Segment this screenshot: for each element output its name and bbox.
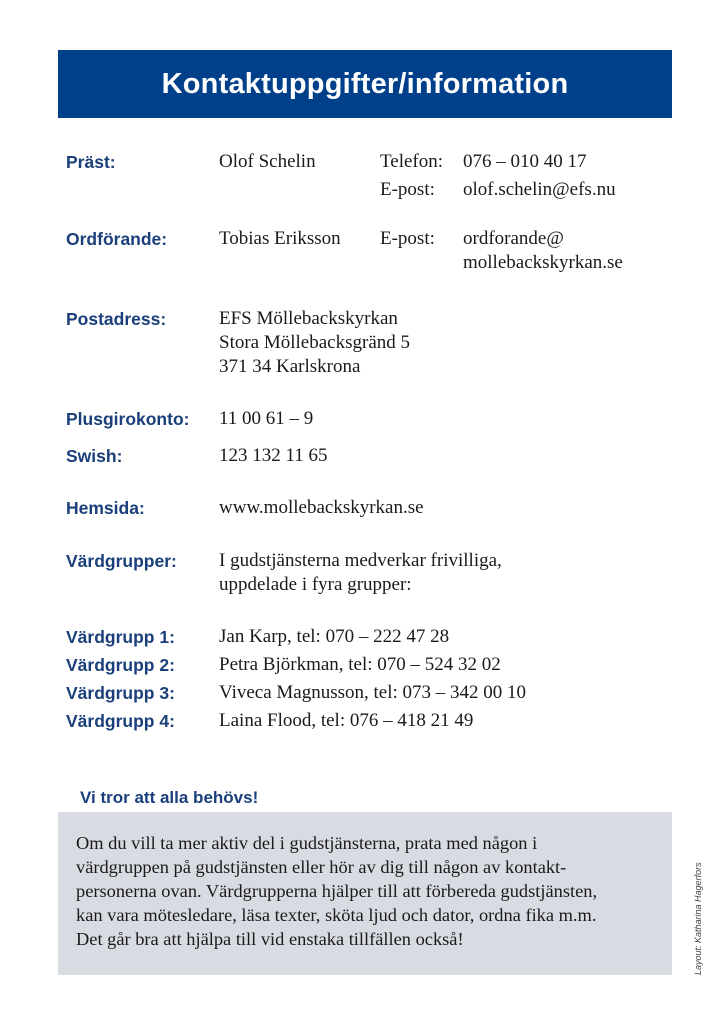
prast-phone: 076 – 010 40 17 — [463, 151, 587, 172]
vardgrupper-text: I gudstjänsterna medverkar frivilliga, — [219, 550, 502, 571]
vardgrupp-label: Värdgrupp 2: — [66, 655, 175, 675]
plusgiro-label: Plusgirokonto: — [66, 409, 190, 429]
vardgrupper-label: Värdgrupper: — [66, 551, 177, 571]
callout-title: Vi tror att alla behövs! — [80, 788, 259, 807]
callout-line: Det går bra att hjälpa till vid enstaka tillfällen också! — [76, 929, 464, 949]
vardgrupp-contact: Laina Flood, tel: 076 – 418 21 49 — [219, 710, 474, 731]
swish-value: 123 132 11 65 — [219, 445, 328, 466]
vardgrupper-text: uppdelade i fyra grupper: — [219, 574, 412, 595]
vardgrupp-contact: Petra Björkman, tel: 070 – 524 32 02 — [219, 654, 501, 675]
prast-email-label: E-post: — [380, 179, 435, 200]
prast-name: Olof Schelin — [219, 151, 316, 172]
plusgiro-value: 11 00 61 – 9 — [219, 408, 314, 429]
callout-line: kan vara mötesledare, läsa texter, sköta ljud och dator, ordna fika m.m. — [76, 905, 597, 925]
vardgrupp-label: Värdgrupp 1: — [66, 627, 175, 647]
ordforande-label: Ordförande: — [66, 229, 168, 249]
callout-line: Om du vill ta mer aktiv del i gudstjänsterna, prata med någon i — [76, 833, 538, 853]
layout-credit: Layout: Katharina Hagerfors — [693, 862, 703, 975]
callout-text — [76, 831, 666, 951]
page-title-banner — [58, 50, 672, 118]
hemsida-link[interactable]: www.mollebackskyrkan.se — [219, 497, 424, 518]
page-title: Kontaktuppgifter/information — [161, 67, 569, 100]
vardgrupp-contact: Viveca Magnusson, tel: 073 – 342 00 10 — [219, 682, 527, 703]
prast-email: olof.schelin@efs.nu — [463, 179, 616, 200]
prast-phone-label: Telefon: — [380, 151, 444, 172]
ordforande-name: Tobias Eriksson — [219, 228, 341, 249]
callout-line: personerna ovan. Värdgrupperna hjälper till att förbereda gudstjänsten, — [76, 881, 598, 901]
postadress-line: 371 34 Karlskrona — [219, 356, 361, 377]
postadress-line: EFS Möllebackskyrkan — [219, 308, 398, 329]
prast-label: Präst: — [66, 152, 116, 172]
vardgrupp-label: Värdgrupp 3: — [66, 683, 175, 703]
postadress-line: Stora Möllebacksgränd 5 — [219, 332, 411, 353]
hemsida-label: Hemsida: — [66, 498, 145, 518]
vardgrupp-label: Värdgrupp 4: — [66, 711, 175, 731]
ordforande-email-line1: ordforande@ — [463, 228, 564, 249]
ordforande-email-line2: mollebackskyrkan.se — [463, 252, 623, 273]
ordforande-email-label: E-post: — [380, 228, 435, 249]
swish-label: Swish: — [66, 446, 123, 466]
callout-line: värdgruppen på gudstjänsten eller hör av dig till någon av kontakt- — [76, 857, 567, 877]
postadress-label: Postadress: — [66, 309, 167, 329]
vardgrupp-contact: Jan Karp, tel: 070 – 222 47 28 — [219, 626, 450, 647]
